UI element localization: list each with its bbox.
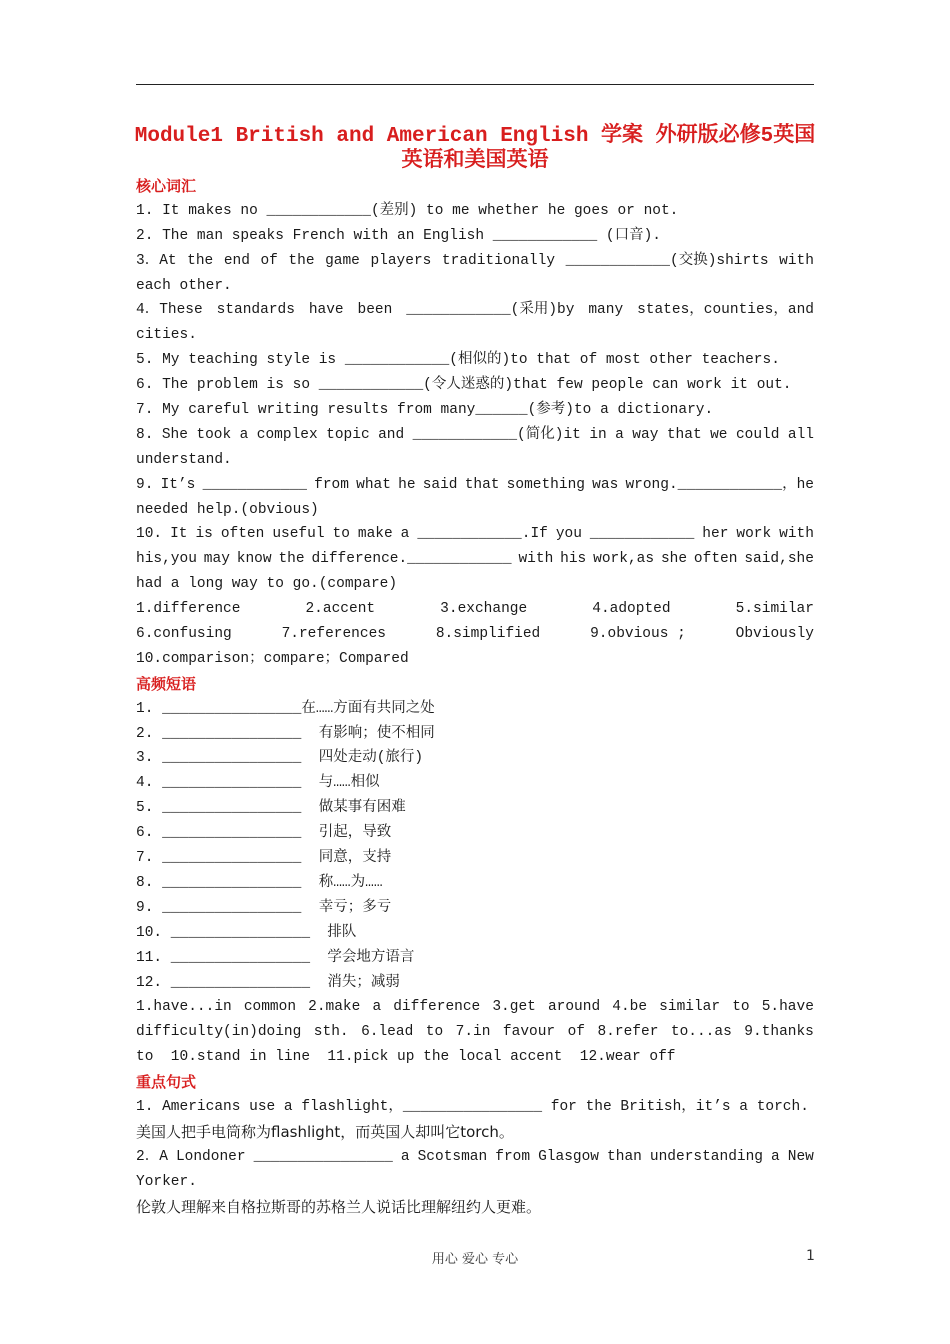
sentence-line: 伦敦人理解来自格拉斯哥的苏格兰人说话比理解纽约人更难。	[136, 1197, 542, 1216]
word: in	[589, 426, 607, 443]
word: the	[278, 551, 305, 568]
word: something	[506, 476, 585, 493]
word: was	[592, 476, 619, 493]
word: make	[357, 526, 393, 543]
word: around	[547, 999, 601, 1016]
word: 3．At	[136, 252, 177, 269]
word: from	[314, 476, 349, 493]
word: he	[398, 476, 416, 493]
vocab-answer-line: 10.comparison；compare；Compared	[136, 650, 409, 667]
word: 2．A	[136, 1148, 168, 1165]
phrase-item: 8. ________________ 称……为……	[136, 874, 383, 891]
word: often	[693, 551, 738, 568]
word: and	[378, 426, 405, 443]
word: could	[735, 426, 780, 443]
word: a	[239, 426, 249, 443]
word: ____________(简化)it	[412, 426, 581, 443]
phrase-item: 10. ________________ 排队	[136, 924, 357, 941]
word: a	[400, 1148, 410, 1165]
vocab-answer-line	[136, 622, 814, 647]
word: Scotsman	[417, 1148, 488, 1165]
phrase-item: 1. ________________在……方面有共同之处	[136, 700, 435, 717]
phrase-item: 3. ________________ 四处走动(旅行)	[136, 750, 424, 767]
word: to	[425, 1024, 444, 1041]
word: the	[288, 252, 315, 269]
word: took	[196, 426, 232, 443]
phrase-answer-line	[136, 1020, 814, 1045]
section-heading-sentences: 重点句式	[136, 1073, 197, 1092]
phrase-item: 9. ________________ 幸亏；多亏	[136, 899, 392, 916]
vocab-question-line	[136, 423, 814, 448]
word: 8.refer	[597, 1024, 659, 1041]
word: favour	[502, 1024, 556, 1041]
word: have	[308, 302, 344, 319]
vocab-question-line: 2. The man speaks French with an English ____________ (口音).	[136, 227, 661, 244]
word: difficulty(in)doing	[136, 1024, 302, 1041]
phrase-item: 7. ________________ 同意，支持	[136, 850, 392, 867]
phrase-answer-line	[136, 995, 814, 1020]
vocab-question-line: had a long way to go.(compare)	[136, 576, 398, 593]
title-line-2: 英语和美国英语	[401, 150, 549, 173]
vocab-question-line: 1. It makes no ____________(差别) to me whether he goes or not.	[136, 202, 679, 219]
sentence-line: 1. Americans use a flashlight，________________ for the British，it’s a torch.	[136, 1098, 809, 1115]
word: work,as	[593, 551, 655, 568]
document-title	[130, 124, 820, 174]
word: 4.be	[612, 999, 648, 1016]
word: wrong.____________，he	[625, 476, 814, 493]
word: standards	[216, 302, 295, 319]
word: topic	[326, 426, 370, 443]
answer-item: 8.simplified	[435, 626, 541, 643]
answer-item: 2.accent	[305, 601, 376, 618]
word: 7.in	[455, 1024, 491, 1041]
word: 10.	[136, 526, 163, 543]
word: difference.____________	[311, 551, 512, 568]
word: with	[779, 252, 814, 269]
vocab-question-line	[136, 298, 814, 323]
phrase-item: 2. ________________ 有影响；使不相同	[136, 725, 435, 742]
vocab-question-line	[136, 522, 814, 547]
phrase-item: 6. ________________ 引起，导致	[136, 825, 392, 842]
word: useful	[272, 526, 325, 543]
vocab-question-line: 7. My careful writing results from many______(参考)to a dictionary.	[136, 402, 714, 419]
phrase-answer-line: to 10.stand in line 11.pick up the local accent 12.wear off	[136, 1049, 676, 1066]
answer-item: 6.confusing	[136, 626, 232, 643]
word: his,you	[136, 551, 197, 568]
word: a	[400, 526, 410, 543]
word: that	[464, 476, 500, 493]
sentence-line	[136, 1145, 814, 1170]
vocab-question-line: each other.	[136, 277, 232, 294]
word: a	[771, 1148, 780, 1165]
word: work	[736, 526, 772, 543]
word: traditionally	[441, 252, 556, 269]
word: similar	[659, 999, 721, 1016]
word: 6.lead	[361, 1024, 414, 1041]
word: understanding	[649, 1148, 764, 1165]
word: from	[495, 1148, 531, 1165]
word: is	[195, 526, 213, 543]
phrase-item: 11. ________________ 学会地方语言	[136, 949, 415, 966]
word: you	[555, 526, 582, 543]
word: ________________	[253, 1148, 393, 1165]
vocab-answer-line	[136, 597, 814, 622]
word: with	[779, 526, 814, 543]
title-line-1: Module1 British and American English 学案 外研版必修5英国	[134, 125, 816, 148]
answer-item: 5.similar	[735, 601, 814, 618]
vocab-question-line: understand.	[136, 451, 232, 468]
word: ____________	[589, 526, 695, 543]
word: many	[588, 302, 624, 319]
vocab-question-line	[136, 547, 814, 572]
word: all	[787, 426, 814, 443]
phrase-item: 12. ________________ 消失；减弱	[136, 974, 400, 991]
word: New	[787, 1148, 814, 1165]
word: with	[518, 551, 554, 568]
word: ____________	[202, 476, 307, 493]
word: 4．These	[136, 302, 203, 319]
answer-item: 7.references	[281, 626, 386, 643]
word: often	[220, 526, 265, 543]
word: She	[161, 426, 188, 443]
page-footer: 用心 爱心 专心	[431, 1252, 519, 1267]
word: 1.have...in	[136, 999, 232, 1016]
word: ____________(交换)shirts	[565, 252, 769, 269]
word: Londoner	[175, 1148, 246, 1165]
word: ____________.If	[417, 526, 548, 543]
word: been	[357, 302, 393, 319]
word: 3.get	[492, 999, 536, 1016]
page-number: 1	[806, 1248, 815, 1264]
answer-item: Obviously	[735, 626, 814, 643]
vocab-question-line	[136, 249, 814, 274]
word: to...as	[670, 1024, 732, 1041]
answer-item: 4.adopted	[592, 601, 671, 618]
word: of	[260, 252, 278, 269]
word: to	[332, 526, 350, 543]
word: complex	[256, 426, 318, 443]
word: her	[702, 526, 729, 543]
word: may	[203, 551, 230, 568]
section-heading-phrases: 高频短语	[136, 674, 197, 693]
answer-item: 9.obvious ;	[590, 626, 686, 643]
sentence-line: Yorker.	[136, 1173, 197, 1190]
word: 8.	[136, 426, 154, 443]
word: of	[567, 1024, 586, 1041]
word: a	[615, 426, 624, 443]
word: It’s	[160, 476, 196, 493]
word: a	[372, 999, 382, 1016]
word: his	[560, 551, 587, 568]
word: It	[170, 526, 188, 543]
vocab-question-line: 6. The problem is so ____________(令人迷惑的)that few people can work it out.	[136, 377, 792, 394]
phrase-item: 5. ________________ 做某事有困难	[136, 800, 406, 817]
word: 2.make	[308, 999, 361, 1016]
word: game	[325, 252, 360, 269]
word: ____________(采用)by	[406, 302, 575, 319]
word: we	[710, 426, 728, 443]
word: said	[422, 476, 458, 493]
vocab-question-line: 5. My teaching style is ____________(相似的)to that of most other teachers.	[136, 352, 780, 369]
phrase-item: 4. ________________ 与……相似	[136, 775, 380, 792]
vocab-question-line: needed help.(obvious)	[136, 501, 319, 518]
word: 5.have	[761, 999, 814, 1016]
word: players	[370, 252, 432, 269]
document-body	[136, 174, 814, 1219]
word: way	[632, 426, 659, 443]
answer-item: 3.exchange	[440, 601, 528, 618]
word: know	[236, 551, 272, 568]
word: that	[666, 426, 702, 443]
word: Glasgow	[538, 1148, 600, 1165]
section-heading-vocabulary: 核心词汇	[136, 177, 197, 195]
word: she	[660, 551, 688, 568]
top-rule	[136, 84, 814, 85]
word: what	[356, 476, 391, 493]
word: common	[243, 999, 297, 1016]
vocab-question-line: cities.	[136, 327, 197, 344]
word: end	[223, 252, 250, 269]
answer-item: 1.difference	[136, 601, 241, 618]
sentence-line: 美国人把手电筒称为flashlight，而英国人却叫它torch。	[136, 1122, 514, 1141]
word: 9.	[136, 476, 154, 493]
word: states，counties，and	[637, 302, 814, 319]
word: said,she	[744, 551, 814, 568]
word: sth.	[313, 1024, 349, 1041]
vocab-question-line	[136, 473, 814, 498]
word: the	[187, 252, 214, 269]
word: difference	[393, 999, 481, 1016]
word: 9.thanks	[744, 1024, 814, 1041]
word: to	[732, 999, 750, 1016]
word: than	[607, 1148, 642, 1165]
